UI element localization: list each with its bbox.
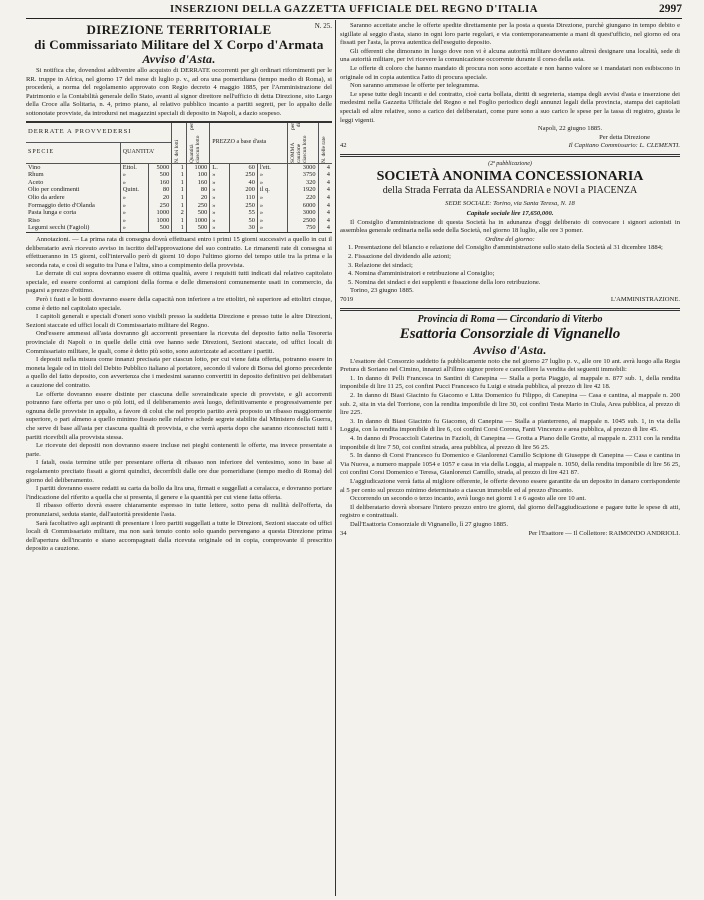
cell-unit: » bbox=[120, 209, 148, 217]
col-specie: SPECIE bbox=[26, 142, 120, 163]
column-divider bbox=[335, 20, 336, 896]
table-row bbox=[26, 202, 332, 210]
cell-somma: 1920 bbox=[288, 186, 318, 194]
soc-signature-line bbox=[340, 296, 680, 305]
rule bbox=[340, 154, 680, 157]
table-row bbox=[26, 209, 332, 217]
soc-capitale: Capitale sociale lire 17,650,000. bbox=[466, 210, 554, 218]
paragraph: I capitoli generali e speciali d'oneri sono visibili presso la suddetta Direzione e presso tutte le altre Direzioni, Sezioni staccate ed uffici locali di Commissariato militare del Regno. bbox=[26, 313, 332, 329]
cell-per: » bbox=[257, 179, 287, 187]
paragraph: Non saranno ammesse le offerte per telegramma. bbox=[350, 82, 480, 90]
auction-lot: 4. In danno di Procaccioli Caterina in Fazioli, di Canepina — Grotta a Piano delle Grotte, al mappale n. 2311 con la rendita imponibile di lire 7 50, coi confini strada, area pubblica, al prezzo di lire 56 25. bbox=[340, 434, 680, 451]
soc-signature: L'AMMINISTRAZIONE. bbox=[610, 296, 680, 304]
cell-somma: 3000 bbox=[288, 209, 318, 217]
cell-specie: Olio da ardere bbox=[28, 193, 65, 201]
cell-per-lotto: 1000 bbox=[186, 217, 210, 225]
cell-unit: Ettol. bbox=[120, 163, 148, 171]
cell-per-lotto: 80 bbox=[186, 186, 210, 194]
table-row bbox=[26, 171, 332, 179]
cell-specie: Rhum bbox=[28, 171, 44, 179]
cell-somma: 3750 bbox=[288, 171, 318, 179]
cell-somma: 3000 bbox=[288, 163, 318, 171]
auction-lot: 5. In danno di Corsi Francesco fu Domenico e Gianlorenzi Camillo Scipione di Giuseppe di Canepina — Casa e cantina in Via Nuova, a numero mappale 1054 e 1057 e casa in via della Loggia, al mappale n. 1050, della rendita imponibile di lire 56 25, coi confini Corsi Domenico e Teresa, Gianlorenzi Camillo, strada, al prezzo di lire 421 87. bbox=[340, 452, 680, 477]
cell-valuta: » bbox=[210, 171, 230, 179]
cell-prezzo: 55 bbox=[230, 209, 258, 217]
soc-pub: (2ª pubblicazione) bbox=[488, 160, 532, 167]
paragraph: L'aggiudicazione verrà fatta al migliore offerente, le offerte devono essere garantite da un deposito in danaro corrispondente al 5 per cento sul prezzo minimo determinato a ciascun immobile ed al prezzo d'incanto. bbox=[340, 477, 680, 494]
cell-qty: 5000 bbox=[148, 163, 172, 171]
cell-prezzo: 200 bbox=[230, 186, 258, 194]
cell-unit: » bbox=[120, 171, 148, 179]
left-paragraphs bbox=[26, 236, 332, 554]
ad-title-1: DIREZIONE TERRITORIALE bbox=[86, 22, 272, 37]
paragraph: Il deliberatario dovrà sborsare l'intero prezzo entro tre giorni, dal giorno dell'aggiudicazione e pagare tutte le spese di atti, registro e contrattuali. bbox=[340, 503, 680, 520]
col-somma: SOMMA per cauzione di ciascun lotto bbox=[290, 122, 309, 163]
cell-prezzo: 250 bbox=[230, 202, 258, 210]
cell-qty: 1000 bbox=[148, 217, 172, 225]
cell-per: » bbox=[257, 202, 287, 210]
cell-specie: Olio per condimenti bbox=[28, 186, 80, 194]
cell-per-lotto: 250 bbox=[186, 202, 210, 210]
cell-per: » bbox=[257, 194, 287, 202]
table-row bbox=[26, 194, 332, 202]
ad-number-42: 42 bbox=[340, 142, 347, 150]
cell-somma: 2500 bbox=[288, 217, 318, 225]
paragraph: Occorrendo un secondo o terzo incanto, avrà luogo nei giorni 1 e 6 agosto alle ore 10 ant. bbox=[350, 495, 587, 503]
page-header bbox=[26, 0, 682, 19]
cell-per-lotto: 160 bbox=[186, 179, 210, 187]
col-rate: N. delle rate bbox=[320, 136, 327, 163]
cell-per: il q. bbox=[257, 186, 287, 194]
auction-lot: 3. In danno di Biasi Giacinto fu Giacomo, di Canepina — Stalla a pianterreno, al mappale n. 1045 sub. 1, in via della Loggia, con la rendita imponibile di lire 6, coi confini Corsi Corona, Fanti Vincenzo e area pubblica, al prezzo di lire 45. bbox=[340, 417, 680, 434]
table-row bbox=[26, 179, 332, 187]
cell-prezzo: 60 bbox=[230, 163, 258, 171]
cell-rate: 4 bbox=[318, 171, 332, 179]
ad-number: N. 25. bbox=[314, 22, 332, 30]
cell-specie: Vino bbox=[28, 163, 41, 171]
vig-line1: Provincia di Roma — Circondario di Viterbo bbox=[417, 313, 603, 325]
cell-specie: Pasta lunga e corta bbox=[28, 209, 77, 217]
cell-per: l'ett. bbox=[257, 163, 287, 171]
agenda-item: 5. Nomina dei sindaci e dei supplenti e fissazione della loro retribuzione. bbox=[348, 278, 541, 286]
cell-unit: » bbox=[120, 179, 148, 187]
rule bbox=[340, 308, 680, 311]
cell-per-lotto: 20 bbox=[186, 194, 210, 202]
paragraph: Annotazioni. — La prima rata di consegna dovrà effettuarsi entro i primi 15 giorni successivi a quello in cui il deliberatario avrà ricevuto avviso in iscritto dell'approvazione del suo contratto. Le rimanenti rate di consegna si effettueranno in 15 giorni, coll'intervallo però di giorni 10 dopo l'ultimo giorno del tempo utile tra la prima e la seconda rata, e così di seguito tra l'una e l'altra, sino a compimento della provvista. bbox=[26, 235, 332, 269]
cell-rate: 4 bbox=[318, 163, 332, 171]
cell-specie: Riso bbox=[28, 216, 40, 224]
cell-prezzo: 50 bbox=[230, 217, 258, 225]
left-column bbox=[26, 22, 332, 554]
right-top-paragraphs bbox=[340, 22, 680, 125]
cell-per: » bbox=[257, 171, 287, 179]
cell-rate: 4 bbox=[318, 194, 332, 202]
vig-subtitle: Avviso d'Asta. bbox=[473, 342, 547, 357]
cell-rate: 4 bbox=[318, 224, 332, 232]
cell-per: » bbox=[257, 217, 287, 225]
cell-prezzo: 110 bbox=[230, 194, 258, 202]
paragraph: Il ribasso offerto dovrà essere chiaramente espresso in tutte lettere, sotto pena di nullità dell'offerta, da pronunziarsi, seduta stante, dall'autorità presidente l'asta. bbox=[26, 502, 332, 518]
soc-ordine: Ordine del giorno: bbox=[485, 235, 535, 243]
table-row bbox=[26, 217, 332, 225]
paragraph: Sarà facoltativo agli aspiranti di presentare i loro partiti suggellati a tutte le Direzioni, Sezioni staccate od uffici locali di Commissariato militare, ma non sarà tenuto conto solo quando pervengano a questa Direzione prima dell'apertura dell'incanto e siano accompagnati dalla ricevuta originale od in copia, comprovante il prescritto deposito a cauzione. bbox=[26, 519, 332, 553]
vig-paragraphs bbox=[340, 478, 680, 521]
cell-valuta: » bbox=[210, 209, 230, 217]
cell-valuta: L. bbox=[210, 163, 230, 171]
cell-somma: 6000 bbox=[288, 202, 318, 210]
cell-somma: 220 bbox=[288, 194, 318, 202]
soc-items bbox=[340, 244, 680, 287]
cell-per: » bbox=[257, 209, 287, 217]
table-row bbox=[26, 163, 332, 171]
cell-lotti: 1 bbox=[172, 171, 187, 179]
ad-heading bbox=[26, 22, 332, 67]
cell-unit: » bbox=[120, 194, 148, 202]
vig-signature-line bbox=[340, 530, 680, 539]
table-row bbox=[26, 224, 332, 232]
cell-rate: 4 bbox=[318, 186, 332, 194]
vig-intro: L'esattore del Consorzio suddetto fa pubblicamente noto che nel giorno 27 luglio p. v., alle ore 10 ant. avrà luogo alla Regia Pretura di Soriano nel Cimino, innanzi all'illmo signor pretore e cancelliere la vendita dei seguenti immobili: bbox=[340, 357, 680, 374]
col-prezzo: PREZZO a base d'asta bbox=[210, 123, 288, 164]
table-caption: DERRATE A PROVVEDERSI bbox=[26, 123, 172, 143]
cell-rate: 4 bbox=[318, 179, 332, 187]
cell-unit: » bbox=[120, 217, 148, 225]
cell-valuta: » bbox=[210, 217, 230, 225]
soc-title-1: SOCIETÀ ANONIMA CONCESSIONARIA bbox=[376, 168, 644, 184]
soc-intro: Il Consiglio d'amministrazione di questa Società ha in adunanza d'oggi deliberato di convocare i signori azionisti in assemblea generale ordinaria nella sede della Società, nel giorno 18 luglio, alle ore 3 pomer. bbox=[340, 218, 680, 235]
cell-per-lotto: 500 bbox=[186, 224, 210, 232]
paragraph: I fatali, ossia termine utile per presentare offerta di ribasso non inferiore del ventesimo, sono in base al regolamento precitato fissati a giorni quindici, decorribili dalle ore due pomeridiane (tempo medio di Roma) del giorno del deliberamento. bbox=[26, 459, 332, 484]
auction-lot: 2. In danno di Biasi Giacinto fu Giacomo e Litta Domenico fu Filippo, di Canepina — Casa e cantina, al mappale n. 200 sub. 2, sita in via del Torrione, con la rendita imponibile di lire 30, coi confini Testa Mario in Ciula, Area pubblica, al prezzo di lire 225. bbox=[340, 392, 680, 417]
vig-place-date: Dall'Esattoria Consorziale di Vignanello, lì 27 giugno 1885. bbox=[350, 520, 508, 528]
cell-prezzo: 250 bbox=[230, 171, 258, 179]
cell-specie: Formaggio detto d'Olanda bbox=[28, 201, 95, 209]
cell-valuta: » bbox=[210, 179, 230, 187]
paragraph: Le ricevute dei depositi non dovranno essere incluse nei pieghi contenenti le offerte, ma invece presentate a parte. bbox=[26, 442, 332, 458]
cell-lotti: 1 bbox=[172, 217, 187, 225]
cell-unit: » bbox=[120, 202, 148, 210]
cell-valuta: » bbox=[210, 186, 230, 194]
col-per-lotto: Quantità per ciascun lotto bbox=[188, 122, 201, 163]
table-row bbox=[26, 186, 332, 194]
per-direzione: Per detta Direzione bbox=[599, 133, 650, 141]
page-header-title: INSERZIONI DELLA GAZZETTA UFFICIALE DEL REGNO D'ITALIA bbox=[169, 4, 539, 15]
derrate-table bbox=[26, 121, 332, 233]
cell-rate: 4 bbox=[318, 209, 332, 217]
cell-valuta: » bbox=[210, 224, 230, 232]
cell-rate: 4 bbox=[318, 202, 332, 210]
cell-qty: 500 bbox=[148, 224, 172, 232]
soc-place-date: Torino, 23 giugno 1885. bbox=[350, 287, 414, 295]
paragraph: Però i fusti e le botti dovranno essere della capacità non inferiore a tre ettolitri, nè superiore ad ettolitri cinque, come è detto nel capitolato speciale. bbox=[26, 296, 332, 312]
col-lotti: N. dei lotti bbox=[174, 139, 181, 163]
page-number: 2997 bbox=[659, 3, 682, 15]
cell-qty: 500 bbox=[148, 171, 172, 179]
cell-qty: 80 bbox=[148, 186, 172, 194]
soc-sede: SEDE SOCIALE: Torino, via Santa Teresa, N. 18 bbox=[445, 199, 575, 207]
cell-per-lotto: 100 bbox=[186, 171, 210, 179]
paragraph: Le derrate di cui sopra dovranno essere di ottima qualità, avere i requisiti tutti indicati dal relativo capitolato speciale, ed essere conformi ai campioni della forma e delle dimensioni comunemente usati in commercio, da pagarsi a prezzo d'ottimo. bbox=[26, 270, 332, 295]
vig-signature: Per l'Esattore — Il Collettore: RAIMONDO ANDRIOLI. bbox=[528, 529, 680, 537]
cell-unit: » bbox=[120, 224, 148, 232]
cell-qty: 160 bbox=[148, 179, 172, 187]
cell-prezzo: 40 bbox=[230, 179, 258, 187]
auction-lot: 1. In danno di Pelli Francesca in Santini di Canepina — Stalla a porta Piaggio, al mappale n. 877 sub. 1, della rendita imponibile di lire 11 25, coi confini Pucci Francesco fu Luigi e strada pubblica, al prezzo di lire 42 18. bbox=[340, 374, 680, 391]
cell-somma: 750 bbox=[288, 224, 318, 232]
agenda-item: 4. Nomina d'amministratori e retribuzione al Consiglio; bbox=[348, 270, 495, 278]
signature-line bbox=[340, 142, 680, 151]
paragraph: I depositi nella misura come innanzi precisata per ciascun lotto, per cui viene fatta offerta, potranno essere in moneta legale od in titoli del Debito Pubblico italiano al portatore, secondo il valore di Borsa del giorno precedente a quello del fatto deposito, con avvertenza che i medesimi saranno convertiti in deposito definitivo pei deliberatari a cauzione del contratto. bbox=[26, 356, 332, 389]
cell-lotti: 2 bbox=[172, 209, 187, 217]
cell-qty: 20 bbox=[148, 194, 172, 202]
cell-lotti: 1 bbox=[172, 194, 187, 202]
agenda-item: 2. Fissazione del dividendo alle azioni; bbox=[348, 253, 451, 261]
paragraph: I partiti dovranno essere redatti su carta da bollo da lira una, firmati e suggellati a ceralacca, e dovranno portare l'indicazione del riferito a quella che si presenta, il genere e la quantità per cui viene fatta offerta. bbox=[26, 485, 332, 501]
paragraph: Saranno accettate anche le offerte spedite direttamente per la posta a questa Direzione, purchè giungano in tempo debito e sigillate al seggio d'asta, siano in ogni loro parte regolari, e via contemporaneamente a mani di quest'ufficio, nel giorno ed ora fissati per l'asta, la prova autentica dell'eseguito deposito. bbox=[340, 22, 680, 47]
vig-items bbox=[340, 375, 680, 478]
cell-per: » bbox=[257, 224, 287, 232]
cell-per-lotto: 500 bbox=[186, 209, 210, 217]
paragraph: Le offerte dovranno essere distinte per ciascuna delle sovraindicate specie di provviste, e gli accorrenti potranno fare offerta per uno o più lotti, ed il deliberamento avrà luogo, definitivamente e progressivamente per ognuna delle provviste in appalto, a favore di colui che nel proprio partito avrà proposto un ribasso maggiormente superiore, o pari almeno a quello minimo fissato nelle relative schede segrete stabilite dal Ministero della Guerra, che serve di base all'asta per ciascuna qualità di provvista, e che verrà aperta dopo che saranno riconosciuti tutti i partiti ricevibili alla provvista stessa. bbox=[26, 390, 332, 441]
paragraph: Le spese tutte degli incanti e del contratto, cioè carta bollata, diritti di segreteria, stampa degli avvisi d'asta e inserzione dei medesimi nella Gazzetta Ufficiale del Regno e nel Foglio periodico degli annunzi legali della provincia, stampa dei capitolati speciali ed altre relative, sono a carico dei deliberatari, come pure sono a suo carico le spese per la tassa di registro, giusta le leggi vigenti. bbox=[340, 90, 680, 124]
vig-title: Esattoria Consorziale di Vignanello bbox=[399, 325, 621, 342]
agenda-item: 1. Presentazione del bilancio e relazione del Consiglio d'amministrazione sullo stato della Società al 31 dicembre 1884; bbox=[348, 244, 663, 252]
cell-lotti: 1 bbox=[172, 202, 187, 210]
cell-per-lotto: 1000 bbox=[186, 163, 210, 171]
cell-lotti: 1 bbox=[172, 163, 187, 171]
col-quantita: QUANTITA' bbox=[120, 142, 171, 163]
place-date: Napoli, 22 giugno 1885. bbox=[537, 125, 603, 133]
cell-somma: 320 bbox=[288, 179, 318, 187]
ad-intro: Si notifica che, dovendosi addivenire allo acquisto di DERRATE occorrenti per gli ordinari rifornimenti per le RR. truppe in Africa, nel giorno 17 del mese di luglio p. v., ad ora una pomeridiana (tempo medio di Roma), si procederà, a norma del regolamento approvato con Regio decreto 4 maggio 1885, per l'Amministrazione del Patrimonio e la Contabilità generale dello Stato, avanti al signor direttore nell'ufficio di detta Direzione, sito Largo della Croce alla Solitaria, n. 4, primo piano, al relativo pubblico incanto a partiti segreti, per lo appalto delle sottonotate provviste, da introdursi nei magazzini speciali di deposito in Napoli, a dazio sospeso. bbox=[26, 67, 332, 117]
cell-qty: 1000 bbox=[148, 209, 172, 217]
cell-lotti: 1 bbox=[172, 224, 187, 232]
paragraph: Ond'essere ammessi all'asta dovranno gli accorrenti presentare la ricevuta del deposito fatto nella Tesoreria provinciale di Napoli o in quelle delle città ove hanno sede Direzioni, Sezioni staccate, od uffici locali di Commissariato militare, le quali, come è detto più sotto, sono autorizzate ad accettare i partiti. bbox=[26, 330, 332, 355]
ad-title-2: di Commissariato Militare del X Corpo d'Armata bbox=[34, 37, 324, 52]
cell-lotti: 1 bbox=[172, 179, 187, 187]
cell-valuta: » bbox=[210, 194, 230, 202]
signature: Il Capitano Commissario: L. CLEMENTI. bbox=[568, 142, 680, 150]
cell-unit: Quint. bbox=[120, 186, 148, 194]
cell-lotti: 1 bbox=[172, 186, 187, 194]
soc-number: 7019 bbox=[340, 296, 354, 304]
right-column bbox=[340, 22, 680, 538]
cell-valuta: » bbox=[210, 202, 230, 210]
cell-specie: Aceto bbox=[28, 178, 44, 186]
cell-rate: 4 bbox=[318, 217, 332, 225]
soc-title-2: della Strada Ferrata da ALESSANDRIA e NOVI a PIACENZA bbox=[382, 184, 638, 196]
vig-number: 34 bbox=[340, 529, 347, 537]
cell-prezzo: 30 bbox=[230, 224, 258, 232]
cell-specie: Legumi secchi (Fagioli) bbox=[28, 224, 90, 232]
cell-qty: 250 bbox=[148, 202, 172, 210]
paragraph: Le offerte di coloro che hanno mandato di procura non sono accettate e non hanno valore se i mandatari non esibiscono in originale od in copia autentica l'atto di procura speciale. bbox=[340, 64, 680, 81]
agenda-item: 3. Relazione dei sindaci; bbox=[348, 261, 413, 269]
paragraph: Gli offerenti che dimorano in luogo dove non vi è alcuna autorità militare dovranno altresì designare una località, sede di una autorità militare, per ivi ricevere la comunicazione occorrente durante il corso della asta. bbox=[340, 47, 680, 64]
ad-subtitle: Avviso d'Asta. bbox=[142, 52, 216, 66]
